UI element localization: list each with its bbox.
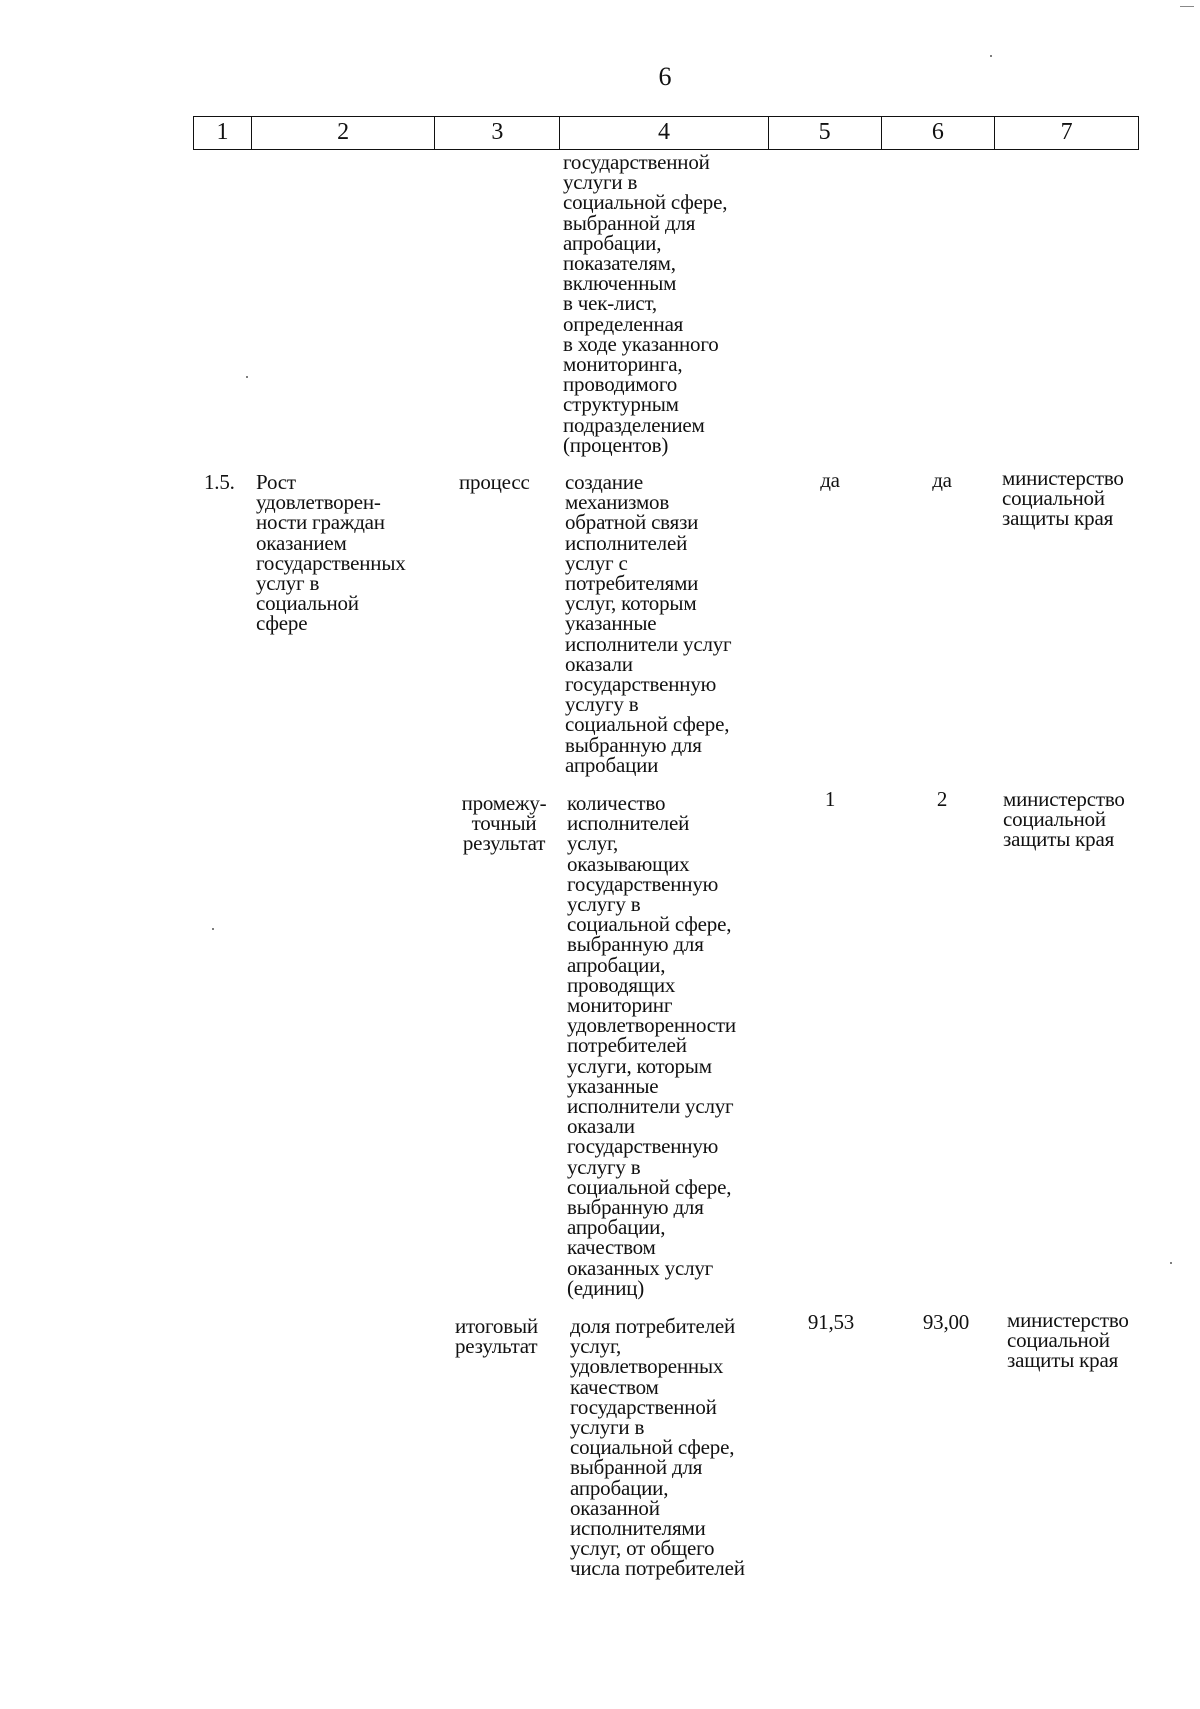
page-number: 6 xyxy=(658,62,672,91)
scan-edge-mark xyxy=(1180,6,1194,7)
scan-speck xyxy=(212,928,214,930)
header-col-3: 3 xyxy=(435,117,560,149)
value-col5-process: да xyxy=(820,468,840,492)
indicator-type-final: итоговый результат xyxy=(455,1314,538,1359)
scan-speck xyxy=(246,376,248,378)
header-col-6: 6 xyxy=(882,117,996,149)
value-col5-intermediate: 1 xyxy=(824,787,836,811)
scan-speck xyxy=(1170,1262,1172,1264)
table-header-row xyxy=(193,116,1139,150)
header-col-2: 2 xyxy=(252,117,436,149)
indicator-type-process: процесс xyxy=(459,470,530,494)
indicator-type-intermediate: промежу- точный результат xyxy=(461,791,547,856)
indicator-description-final: доля потребителей услуг, удовлетворенных качеством государственной услуги в социальной сфере, выбранной для апробации, оказанной исполнителями услуг, от общего числа потребителей xyxy=(570,1314,745,1581)
indicator-description-intermediate: количество исполнителей услуг, оказывающих государственную услугу в социальной сфере, выбранную для апробации, проводящих мониторинг удовлетворенности потребителей услуги, которым указанные исполнители услуг оказали государственную услугу в социальной сфере, выбранную для апробации, качеством оказанных услуг (единиц) xyxy=(567,791,736,1300)
value-col6-final: 93,00 xyxy=(922,1310,970,1334)
continued-indicator-description: государственной услуги в социальной сфере, выбранной для апробации, показателям, включенным в чек-лист, определенная в ходе указанного мониторинга, проводимого структурным подразделением (процентов) xyxy=(563,150,728,457)
indicator-description-process: создание механизмов обратной связи исполнителей услуг с потребителями услуг, которым указанные исполнители услуг оказали государственную услугу в социальной сфере, выбранную для апробации xyxy=(565,470,732,777)
responsible-final: министерство социальной защиты края xyxy=(1007,1308,1129,1373)
row-number: 1.5. xyxy=(204,470,235,494)
scan-speck xyxy=(990,55,992,57)
header-col-4: 4 xyxy=(560,117,769,149)
value-col6-process: да xyxy=(932,468,952,492)
responsible-process: министерство социальной защиты края xyxy=(1002,466,1124,531)
responsible-intermediate: министерство социальной защиты края xyxy=(1003,787,1125,852)
header-col-1: 1 xyxy=(194,117,252,149)
value-col6-intermediate: 2 xyxy=(936,787,948,811)
value-col5-final: 91,53 xyxy=(807,1310,855,1334)
header-col-5: 5 xyxy=(769,117,882,149)
row-name: Рост удовлетворен- ности граждан оказанием государственных услуг в социальной сфере xyxy=(256,470,406,636)
header-col-7: 7 xyxy=(1060,119,1073,145)
